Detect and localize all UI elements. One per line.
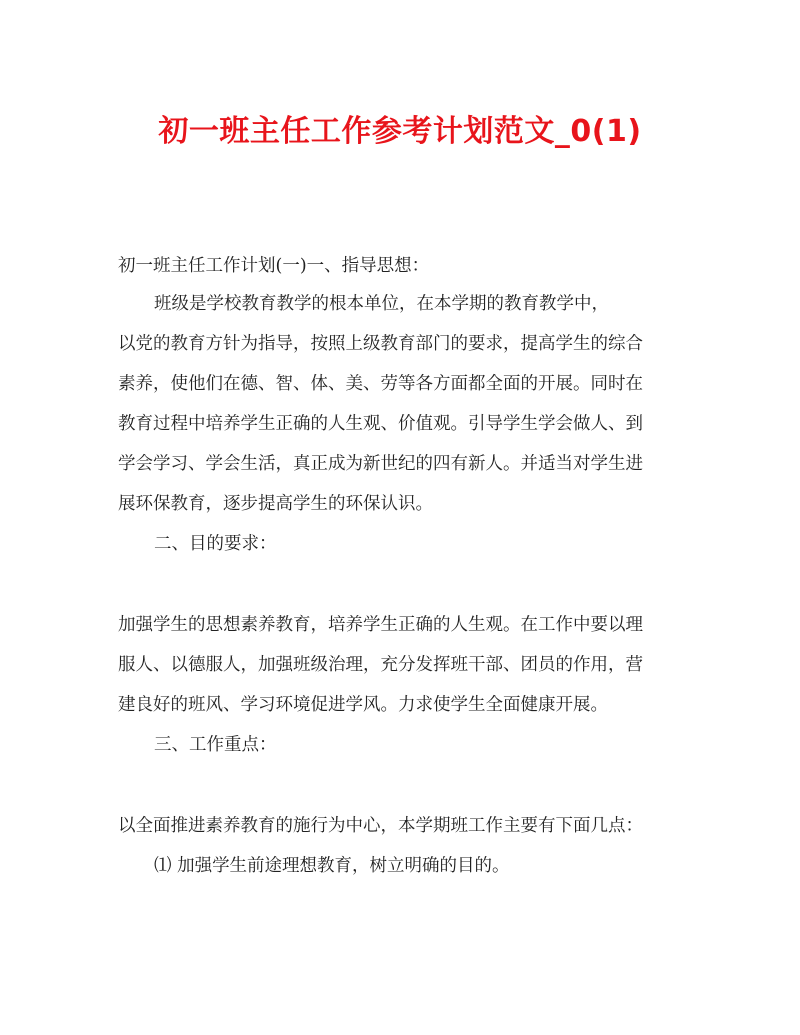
list-item: ⑴ 加强学生前途理想教育，树立明确的目的。: [154, 856, 510, 876]
body-line: 素养，使他们在德、智、体、美、劳等各方面都全面的开展。同时在: [118, 374, 643, 394]
section-heading: 二、目的要求：: [154, 534, 277, 554]
body-line: 服人、以德服人，加强班级治理，充分发挥班干部、团员的作用，营: [118, 655, 643, 675]
body-line: 以党的教育方针为指导，按照上级教育部门的要求，提高学生的综合: [118, 334, 643, 354]
body-line: 加强学生的思想素养教育，培养学生正确的人生观。在工作中要以理: [118, 615, 643, 635]
body-line: 学会学习、学会生活，真正成为新世纪的四有新人。并适当对学生进: [118, 454, 643, 474]
body-line: 初一班主任工作计划(一)一、指导思想：: [118, 256, 430, 276]
body-line: 以全面推进素养教育的施行为中心，本学期班工作主要有下面几点：: [118, 816, 643, 836]
document-title: 初一班主任工作参考计划范文_0(1): [158, 114, 642, 149]
body-line: 教育过程中培养学生正确的人生观、价值观。引导学生学会做人、到: [118, 414, 643, 434]
body-line: 展环保教育，逐步提高学生的环保认识。: [118, 494, 433, 514]
body-line: 班级是学校教育教学的根本单位，在本学期的教育教学中，: [154, 294, 609, 314]
body-line: 建良好的班风、学习环境促进学风。力求使学生全面健康开展。: [118, 695, 608, 715]
section-heading: 三、工作重点：: [154, 735, 277, 755]
